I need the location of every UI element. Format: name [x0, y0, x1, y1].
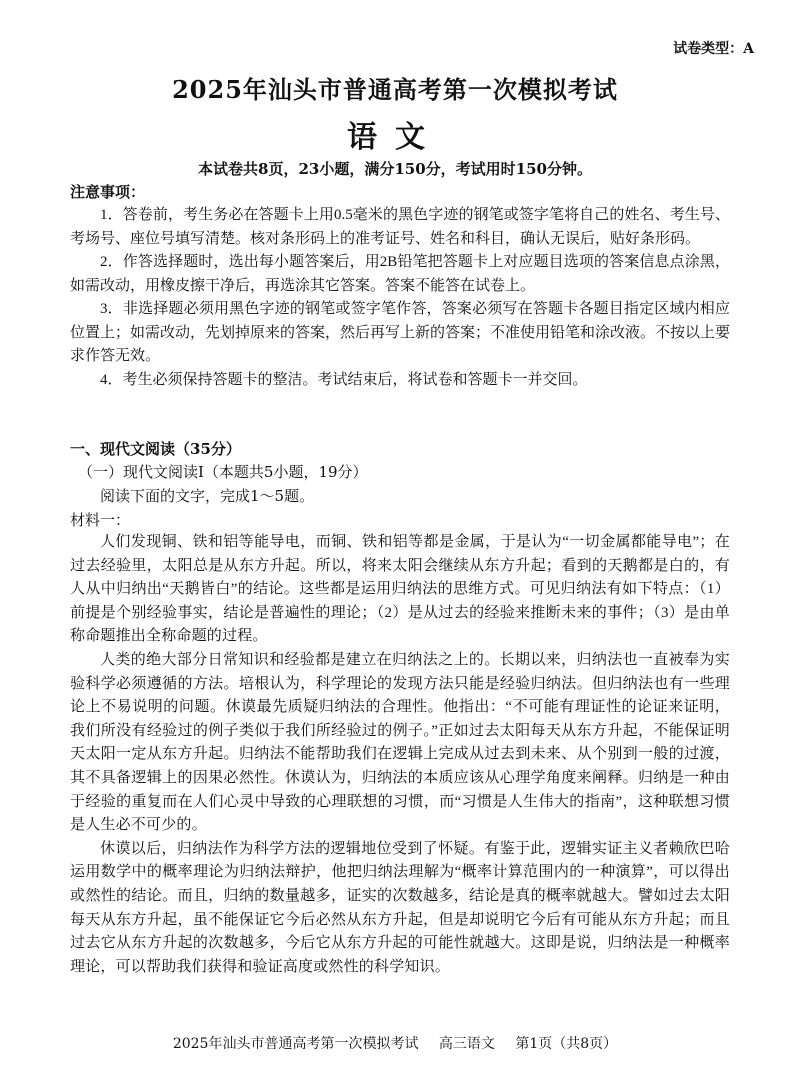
- reading-instruction: 阅读下面的文字，完成1～5题。: [100, 487, 315, 505]
- sub-section-heading: （一）现代文阅读Ⅰ（本题共5小题，19分）: [78, 463, 368, 481]
- footer-page-number: 第1页（共8页）: [515, 1036, 618, 1052]
- passage-paragraph: 人类的绝大部分日常知识和经验都是建立在归纳法之上的。长期以来，归纳法也一直被奉为实验科学必须遵循的方法。培根认为，科学理论的发现方法只能是经验归纳法。但归纳法也有一些理论上不易说明的问题。休谟最先质疑归纳法的合理性。他指出：“不可能有理证性的论证来证明，我们所没有经验过的例子类似于我们所经验过的例子。”正如过去太阳每天从东方升起，不能保证明天太阳一定从东方升起。归纳法不能帮助我们在逻辑上完成从过去到未来、从个别到一般的过渡，其不具备逻辑上的因果必然性。休谟认为，归纳法的本质应该从心理学角度来阐释。归纳是一种由于经验的重复而在人们心灵中导致的心理联想的习惯，而“习惯是人生伟大的指南”，这种联想习惯是人生必不可少的。: [70, 651, 730, 834]
- note-item: 4．考生必须保持答题卡的整洁。考试结束后，将试卷和答题卡一并交回。: [100, 371, 588, 388]
- subject-title: 语文: [347, 120, 443, 155]
- exam-title: 2025年汕头市普通高考第一次模拟考试: [172, 75, 618, 104]
- footer-grade-subject: 高三语文: [438, 1036, 495, 1052]
- notes-list: [70, 204, 730, 392]
- reading-passage: [70, 531, 730, 979]
- note-item: 3．非选择题必须用黑色字迹的钢笔或签字笔作答，答案必须写在答题卡各题目指定区域内相应位置上；如需改动，先划掉原来的答案，然后再写上新的答案；不准使用铅笔和涂改液。不按以上要求作答无效。: [70, 301, 731, 364]
- paper-type-label: 试卷类型：A: [673, 41, 754, 57]
- footer-exam-title: 2025年汕头市普通高考第一次模拟考试: [172, 1036, 419, 1052]
- exam-info: 本试卷共8页，23小题，满分150分，考试用时150分钟。: [198, 160, 592, 178]
- notes-heading: 注意事项：: [70, 183, 146, 201]
- section-heading: 一、现代文阅读（35分）: [70, 440, 241, 458]
- note-item: 1．答卷前，考生务必在答题卡上用0.5毫米的黑色字迹的钢笔或签字笔将自己的姓名、考生号、考场号、座位号填写清楚。核对条形码上的准考证号、姓名和科目，确认无误后，贴好条形码。: [70, 207, 730, 247]
- page-footer: [0, 1033, 790, 1053]
- passage-paragraph: 休谟以后，归纳法作为科学方法的逻辑地位受到了怀疑。有鉴于此，逻辑实证主义者赖欣巴哈运用数学中的概率理论为归纳法辩护，他把归纳法理解为“概率计算范围内的一种演算”，可以得出或然性的结论。而且，归纳的数量越多，证实的次数越多，结论是真的概率就越大。譬如过去太阳每天从东方升起，虽不能保证它今后必然从东方升起，但是却说明它今后有可能从东方升起；而且过去它从东方升起的次数越多，今后它从东方升起的可能性就越大。这即是说，归纳法是一种概率理论，可以帮助我们获得和验证高度或然性的科学知识。: [70, 840, 730, 975]
- note-item: 2．作答选择题时，选出每小题答案后，用2B铅笔把答题卡上对应题目选项的答案信息点涂黑，如需改动，用橡皮擦干净后，再选涂其它答案。答案不能答在试卷上。: [70, 254, 730, 294]
- material-label: 材料一：: [70, 511, 131, 529]
- passage-paragraph: 人们发现铜、铁和铝等能导电，而铜、铁和铝等都是金属，于是认为“一切金属都能导电”；在过去经验里，太阳总是从东方升起。所以，将来太阳会继续从东方升起；看到的天鹅都是白的，有人从中归纳出“天鹅皆白”的结论。这些都是运用归纳法的思维方式。可见归纳法有如下特点：（1）前提是个别经验事实，结论是普遍性的理论；（2）是从过去的经验来推断未来的事件；（3）是由单称命题推出全称命题的过程。: [70, 534, 730, 645]
